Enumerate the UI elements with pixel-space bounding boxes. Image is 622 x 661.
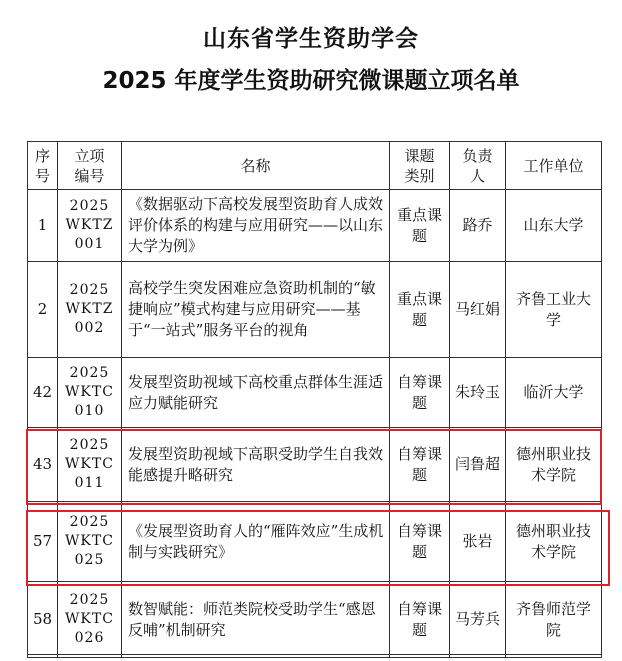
row-name: 发展型资助视域下高职受助学生自我效能感提升略研究 bbox=[122, 428, 390, 502]
table-header-row bbox=[28, 142, 602, 190]
row-category: 自筹课题 bbox=[390, 582, 450, 658]
row-code: 2025 WKTC 010 bbox=[58, 358, 122, 428]
row-code: 2025 WKTC 026 bbox=[58, 582, 122, 658]
table-row bbox=[28, 582, 602, 658]
row-leader: 路乔 bbox=[450, 190, 506, 262]
row-unit: 德州职业技术学院 bbox=[506, 502, 602, 582]
highlight-box-row-57 bbox=[26, 510, 610, 586]
table-row bbox=[28, 358, 602, 428]
header-leader: 负责 人 bbox=[450, 142, 506, 190]
row-unit: 齐鲁工业大学 bbox=[506, 262, 602, 358]
row-index: 43 bbox=[28, 428, 58, 502]
row-unit: 临沂大学 bbox=[506, 358, 602, 428]
row-code: 2025 WKTZ 002 bbox=[58, 262, 122, 358]
highlight-box-row-43 bbox=[26, 429, 602, 505]
row-category: 重点课题 bbox=[390, 262, 450, 358]
row-index: 1 bbox=[28, 190, 58, 262]
header-code: 立项 编号 bbox=[58, 142, 122, 190]
row-index: 42 bbox=[28, 358, 58, 428]
row-leader: 马芳兵 bbox=[450, 582, 506, 658]
row-name: 《发展型资助育人的“雁阵效应”生成机制与实践研究》 bbox=[122, 502, 390, 582]
row-category: 自筹课题 bbox=[390, 502, 450, 582]
page-title: 山东省学生资助学会 bbox=[203, 26, 419, 52]
header-unit: 工作单位 bbox=[506, 142, 602, 190]
row-name: 数智赋能：师范类院校受助学生“感恩反哺”机制研究 bbox=[122, 582, 390, 658]
row-leader: 马红娟 bbox=[450, 262, 506, 358]
row-index: 58 bbox=[28, 582, 58, 658]
row-index: 2 bbox=[28, 262, 58, 358]
row-unit: 山东大学 bbox=[506, 190, 602, 262]
row-leader: 闫鲁超 bbox=[450, 428, 506, 502]
row-category: 自筹课题 bbox=[390, 428, 450, 502]
row-unit: 齐鲁师范学院 bbox=[506, 582, 602, 658]
header-index: 序 号 bbox=[28, 142, 58, 190]
row-code: 2025 WKTC 025 bbox=[58, 502, 122, 582]
row-unit: 德州职业技术学院 bbox=[506, 428, 602, 502]
row-name: 《数据驱动下高校发展型资助育人成效评价体系的构建与应用研究——以山东大学为例》 bbox=[122, 190, 390, 262]
header-name: 名称 bbox=[122, 142, 390, 190]
row-name: 发展型资助视域下高校重点群体生涯适应力赋能研究 bbox=[122, 358, 390, 428]
row-category: 重点课题 bbox=[390, 190, 450, 262]
row-code: 2025 WKTZ 001 bbox=[58, 190, 122, 262]
row-leader: 张岩 bbox=[450, 502, 506, 582]
table-row bbox=[28, 262, 602, 358]
row-category: 自筹课题 bbox=[390, 358, 450, 428]
row-code: 2025 WKTC 011 bbox=[58, 428, 122, 502]
row-name: 高校学生突发困难应急资助机制的“敏捷响应”模式构建与应用研究——基于“一站式”服务平台的视角 bbox=[122, 262, 390, 358]
page-subtitle: 2025 年度学生资助研究微课题立项名单 bbox=[102, 68, 520, 94]
row-index: 57 bbox=[28, 502, 58, 582]
row-leader: 朱玲玉 bbox=[450, 358, 506, 428]
header-category: 课题 类别 bbox=[390, 142, 450, 190]
table-row bbox=[28, 190, 602, 262]
